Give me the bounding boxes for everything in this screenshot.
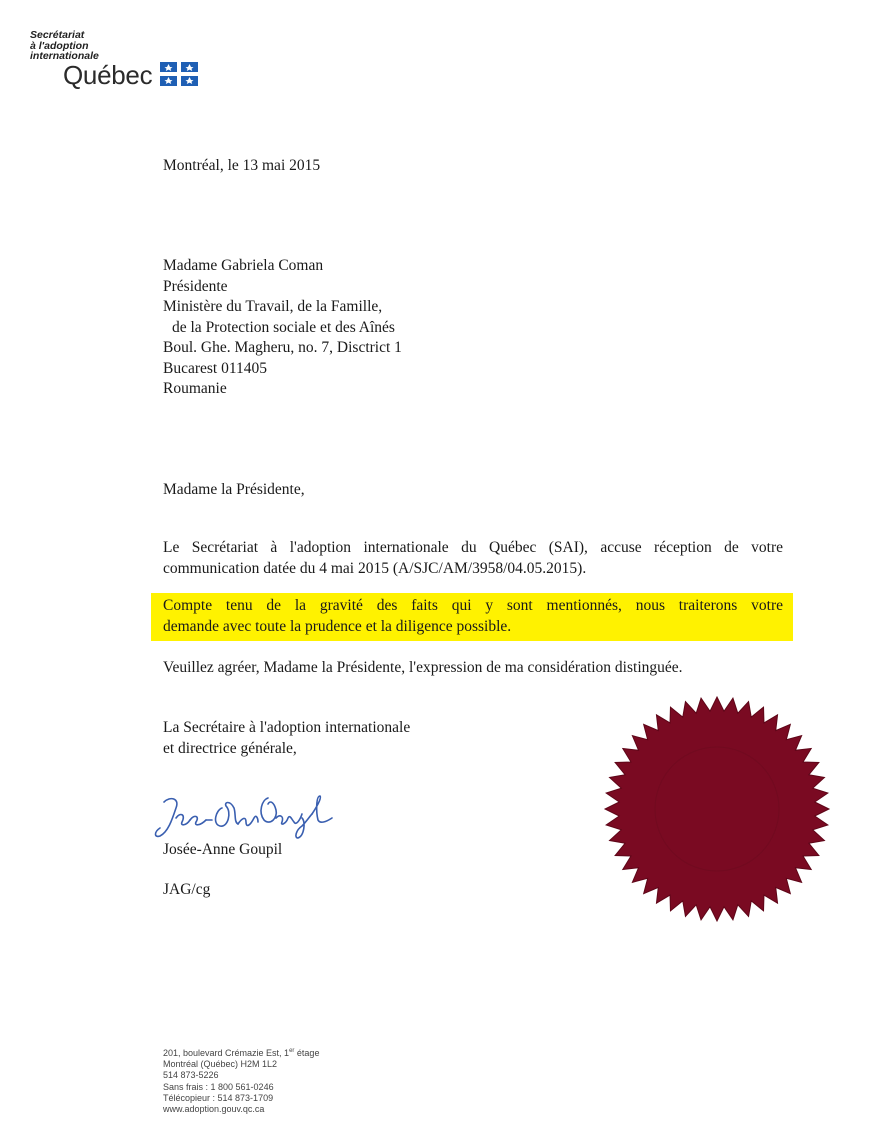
footer-fax: Télécopieur : 514 873-1709 xyxy=(163,1092,274,1103)
footer-contact xyxy=(163,1046,319,1115)
org-line: à l'adoption xyxy=(30,39,89,52)
paragraph-line: communication datée du 4 mai 2015 (A/SJC/AM/3958/04.05.2015). xyxy=(163,559,587,577)
paragraph-line: demande avec toute la prudence et la diligence possible. xyxy=(163,617,512,635)
footer-address-city: Montréal (Québec) H2M 1L2 xyxy=(163,1059,278,1070)
red-wax-seal xyxy=(602,694,832,924)
letter-date: Montréal, le 13 mai 2015 xyxy=(163,157,321,174)
paragraph-line: Le Secrétariat à l'adoption internationale du Québec (SAI), accuse réception de votre xyxy=(163,539,783,556)
province-name: Québec xyxy=(63,60,153,90)
quebec-logo xyxy=(28,28,218,92)
footer-phone: 514 873-5226 xyxy=(163,1070,219,1081)
org-line: internationale xyxy=(30,50,99,62)
signatory-name: Josée-Anne Goupil xyxy=(163,841,283,858)
footer-address-floor: étage xyxy=(294,1048,320,1058)
paragraph-highlighted xyxy=(163,596,783,637)
recipient-country: Roumanie xyxy=(163,380,227,397)
salutation: Madame la Présidente, xyxy=(163,481,305,498)
recipient-street: Boul. Ghe. Magheru, no. 7, Disctrict 1 xyxy=(163,339,402,356)
signatory-title-line: et directrice générale, xyxy=(163,739,297,757)
letterhead-org xyxy=(30,30,99,62)
quebec-flag-icon xyxy=(160,62,198,86)
recipient-city: Bucarest 011405 xyxy=(163,359,268,377)
recipient-address xyxy=(163,256,402,400)
recipient-ministry-cont: de la Protection sociale et des Aînés xyxy=(172,318,395,336)
footer-website[interactable]: www.adoption.gouv.qc.ca xyxy=(163,1104,265,1115)
recipient-title: Présidente xyxy=(163,277,228,295)
closing-formula: Veuillez agréer, Madame la Présidente, l'expression de ma considération distinguée. xyxy=(163,659,683,676)
paragraph-acknowledgement xyxy=(163,538,783,579)
handwritten-signature xyxy=(150,788,340,844)
recipient-ministry: Ministère du Travail, de la Famille, xyxy=(163,298,383,315)
footer-address-street: 201, boulevard Crémazie Est, 1 xyxy=(163,1048,290,1058)
org-line: Secrétariat xyxy=(30,29,85,41)
recipient-name: Madame Gabriela Coman xyxy=(163,257,324,274)
signatory-title xyxy=(163,718,410,759)
signatory-title-line: La Secrétaire à l'adoption internationale xyxy=(163,719,411,736)
paragraph-line: Compte tenu de la gravité des faits qui y sont mentionnés, nous traiterons votre xyxy=(163,597,783,614)
footer-tollfree: Sans frais : 1 800 561-0246 xyxy=(163,1081,274,1092)
reference-initials: JAG/cg xyxy=(163,881,211,898)
footer-address-line xyxy=(163,1046,319,1059)
footer-address-sup: er xyxy=(289,1048,295,1054)
